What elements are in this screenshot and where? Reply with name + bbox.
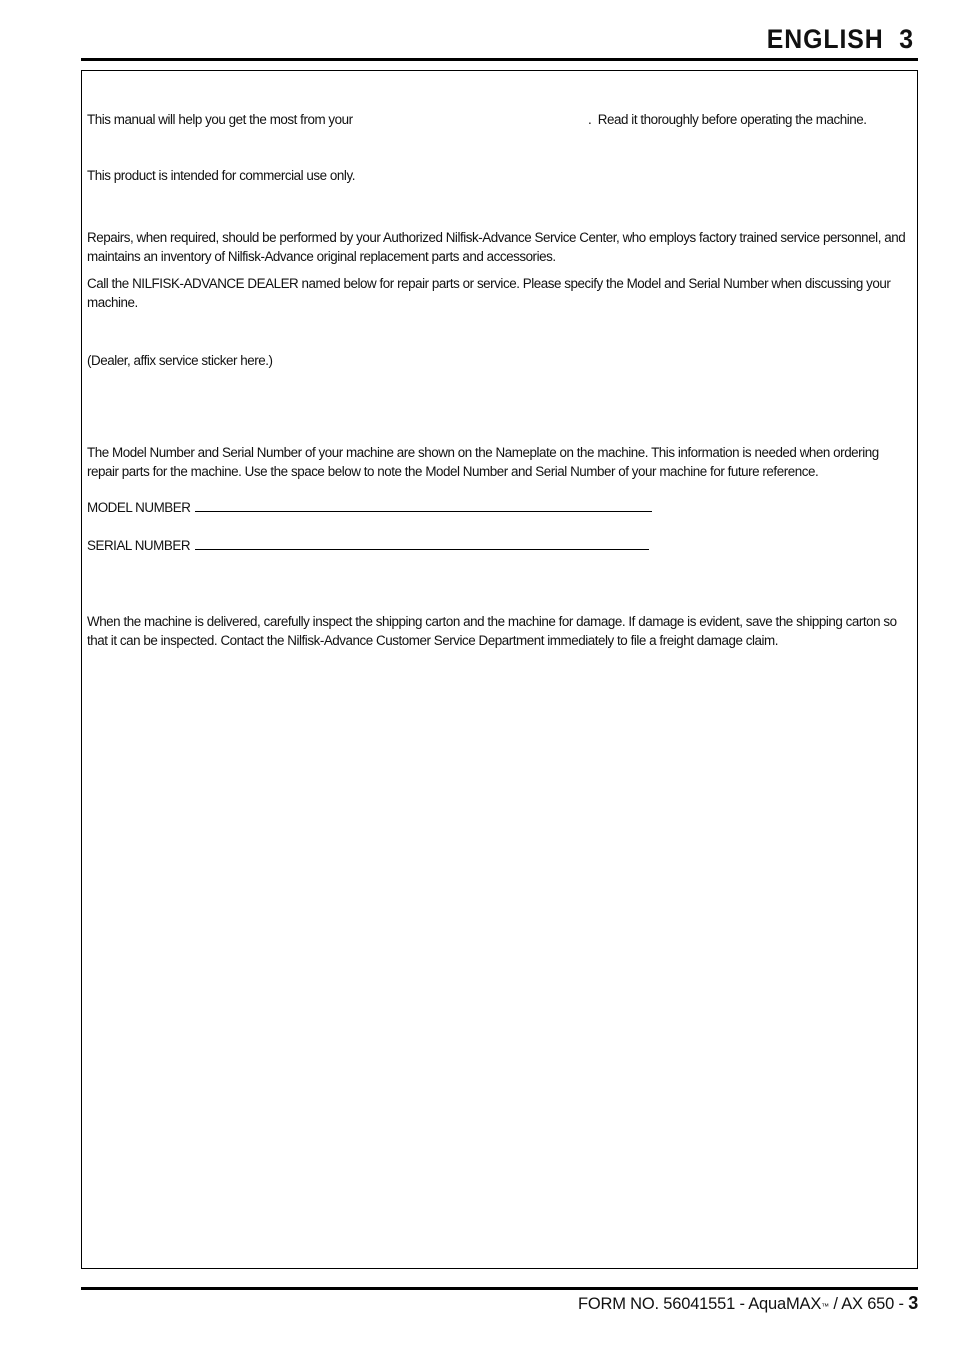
model-number-line[interactable] bbox=[195, 511, 652, 512]
model-number-label: MODEL NUMBER bbox=[87, 500, 191, 515]
footer-model: / AX 650 - bbox=[828, 1295, 909, 1313]
footer-form-info bbox=[578, 1293, 918, 1314]
intro-text-right: . Read it thoroughly before operating the machine. bbox=[588, 112, 867, 127]
footer-form-number: FORM NO. 56041551 - AquaMAX bbox=[578, 1295, 822, 1313]
serial-number-label: SERIAL NUMBER bbox=[87, 538, 191, 553]
content-frame bbox=[81, 70, 918, 1269]
intro-text-left: This manual will help you get the most from your bbox=[87, 112, 353, 127]
footer-rule bbox=[81, 1287, 918, 1290]
delivery-inspection-paragraph: When the machine is delivered, carefully inspect the shipping carton and the machine for damage. If damage is evident, save the shipping carton so that it can be inspected. Contact the Nilfisk-Advance Customer Service Department immediately to file a freight damage claim. bbox=[87, 614, 897, 648]
serial-number-line[interactable] bbox=[195, 549, 649, 550]
header-rule bbox=[81, 58, 918, 61]
repairs-paragraph: Repairs, when required, should be performed by your Authorized Nilfisk-Advance Service Center, who employs factory trained service personnel, and maintains an inventory of Nilfisk-Advance original replacement parts and accessories. bbox=[87, 230, 906, 264]
footer-page-number: 3 bbox=[908, 1293, 918, 1313]
call-dealer-paragraph: Call the NILFISK-ADVANCE DEALER named below for repair parts or service. Please specify the Model and Serial Number when discussing your machine. bbox=[87, 276, 891, 310]
serial-number-field bbox=[87, 538, 649, 553]
model-number-field bbox=[87, 500, 652, 515]
nameplate-paragraph: The Model Number and Serial Number of your machine are shown on the Nameplate on the machine. This information is needed when ordering repair parts for the machine. Use the space below to note the Model Number and Serial Number of your machine for future reference. bbox=[87, 445, 879, 479]
dealer-sticker-note: (Dealer, affix service sticker here.) bbox=[87, 353, 273, 368]
page-header-title: ENGLISH 3 bbox=[766, 24, 914, 54]
commercial-use-paragraph: This product is intended for commercial use only. bbox=[87, 168, 355, 183]
trademark-symbol: ™ bbox=[821, 1302, 829, 1311]
